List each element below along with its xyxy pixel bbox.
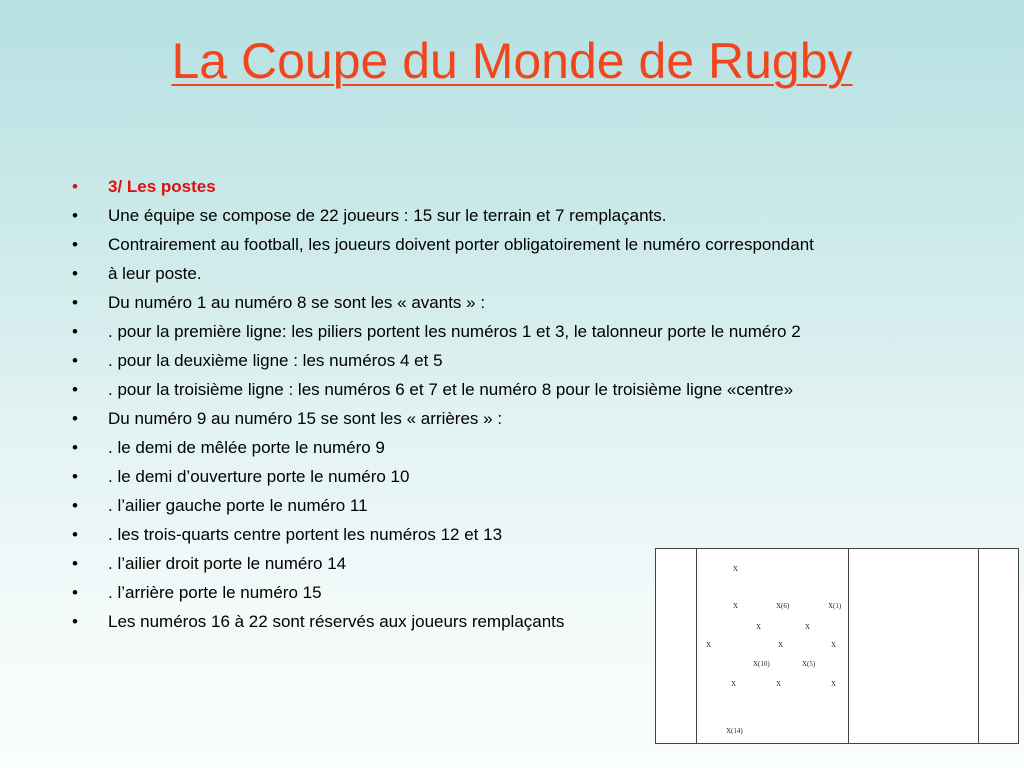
bullet-text: . pour la deuxième ligne : les numéros 4 et 5 [108,351,443,370]
player-mark: X [805,623,811,631]
bullet-item [70,350,840,372]
player-mark: X(5) [802,660,816,668]
bullet-marker: • [72,438,78,457]
bullet-marker: • [72,206,78,225]
player-mark: X [731,680,737,688]
bullet-text: Du numéro 9 au numéro 15 se sont les « arrières » : [108,409,503,428]
bullet-item [70,379,840,401]
bullet-item [70,437,840,459]
bullet-item [70,524,840,546]
player-mark: X(6) [776,602,790,610]
bullet-text: Les numéros 16 à 22 sont réservés aux joueurs remplaçants [108,612,565,631]
rugby-field-diagram [655,548,1019,744]
player-mark: X [756,623,762,631]
bullet-marker: • [72,293,78,312]
bullet-marker: • [72,322,78,341]
bullet-marker: • [72,554,78,573]
bullet-text: . le demi de mêlée porte le numéro 9 [108,438,385,457]
bullet-marker: • [72,467,78,486]
bullet-text: Du numéro 1 au numéro 8 se sont les « avants » : [108,293,486,312]
player-mark: X [776,680,782,688]
bullet-text: . l’ailier gauche porte le numéro 11 [108,496,368,515]
bullet-text: Contrairement au football, les joueurs doivent porter obligatoirement le numéro correspondant [108,235,814,254]
bullet-marker: • [72,583,78,602]
player-mark: X [831,680,837,688]
bullet-item [70,321,840,343]
player-mark: X [778,641,784,649]
bullet-text: à leur poste. [108,264,202,283]
field-line-left [696,549,697,743]
bullet-item [70,234,840,256]
player-mark: X [733,565,739,573]
player-mark: X [831,641,837,649]
bullet-text: . l’arrière porte le numéro 15 [108,583,322,602]
bullet-item [70,292,840,314]
bullet-item [70,495,840,517]
bullet-text: . l’ailier droit porte le numéro 14 [108,554,347,573]
player-mark: X(10) [753,660,770,668]
bullet-text: Une équipe se compose de 22 joueurs : 15 sur le terrain et 7 remplaçants. [108,206,667,225]
bullet-text: . pour la troisième ligne : les numéros 6 et 7 et le numéro 8 pour le troisième ligne «centre» [108,380,794,399]
bullet-item [70,408,840,430]
bullet-marker: • [72,351,78,370]
bullet-text: 3/ Les postes [108,177,216,196]
bullet-marker: • [72,612,78,631]
field-line-right [978,549,979,743]
bullet-item [70,205,840,227]
bullet-marker: • [72,264,78,283]
bullet-text: . pour la première ligne: les piliers portent les numéros 1 et 3, le talonneur porte le numéro 2 [108,322,801,341]
player-mark: X [733,602,739,610]
bullet-item [70,176,840,198]
player-mark: X(14) [726,727,743,735]
bullet-text: . les trois-quarts centre portent les numéros 12 et 13 [108,525,503,544]
bullet-marker: • [72,380,78,399]
slide-title: La Coupe du Monde de Rugby [171,33,853,89]
bullet-item [70,263,840,285]
player-mark: X(1) [828,602,842,610]
bullet-marker: • [72,496,78,515]
player-mark: X [706,641,712,649]
field-line-center [848,549,849,743]
bullet-marker: • [72,409,78,428]
bullet-marker: • [72,525,78,544]
bullet-marker: • [72,235,78,254]
bullet-marker: • [72,177,78,196]
bullet-text: . le demi d’ouverture porte le numéro 10 [108,467,410,486]
bullet-item [70,466,840,488]
